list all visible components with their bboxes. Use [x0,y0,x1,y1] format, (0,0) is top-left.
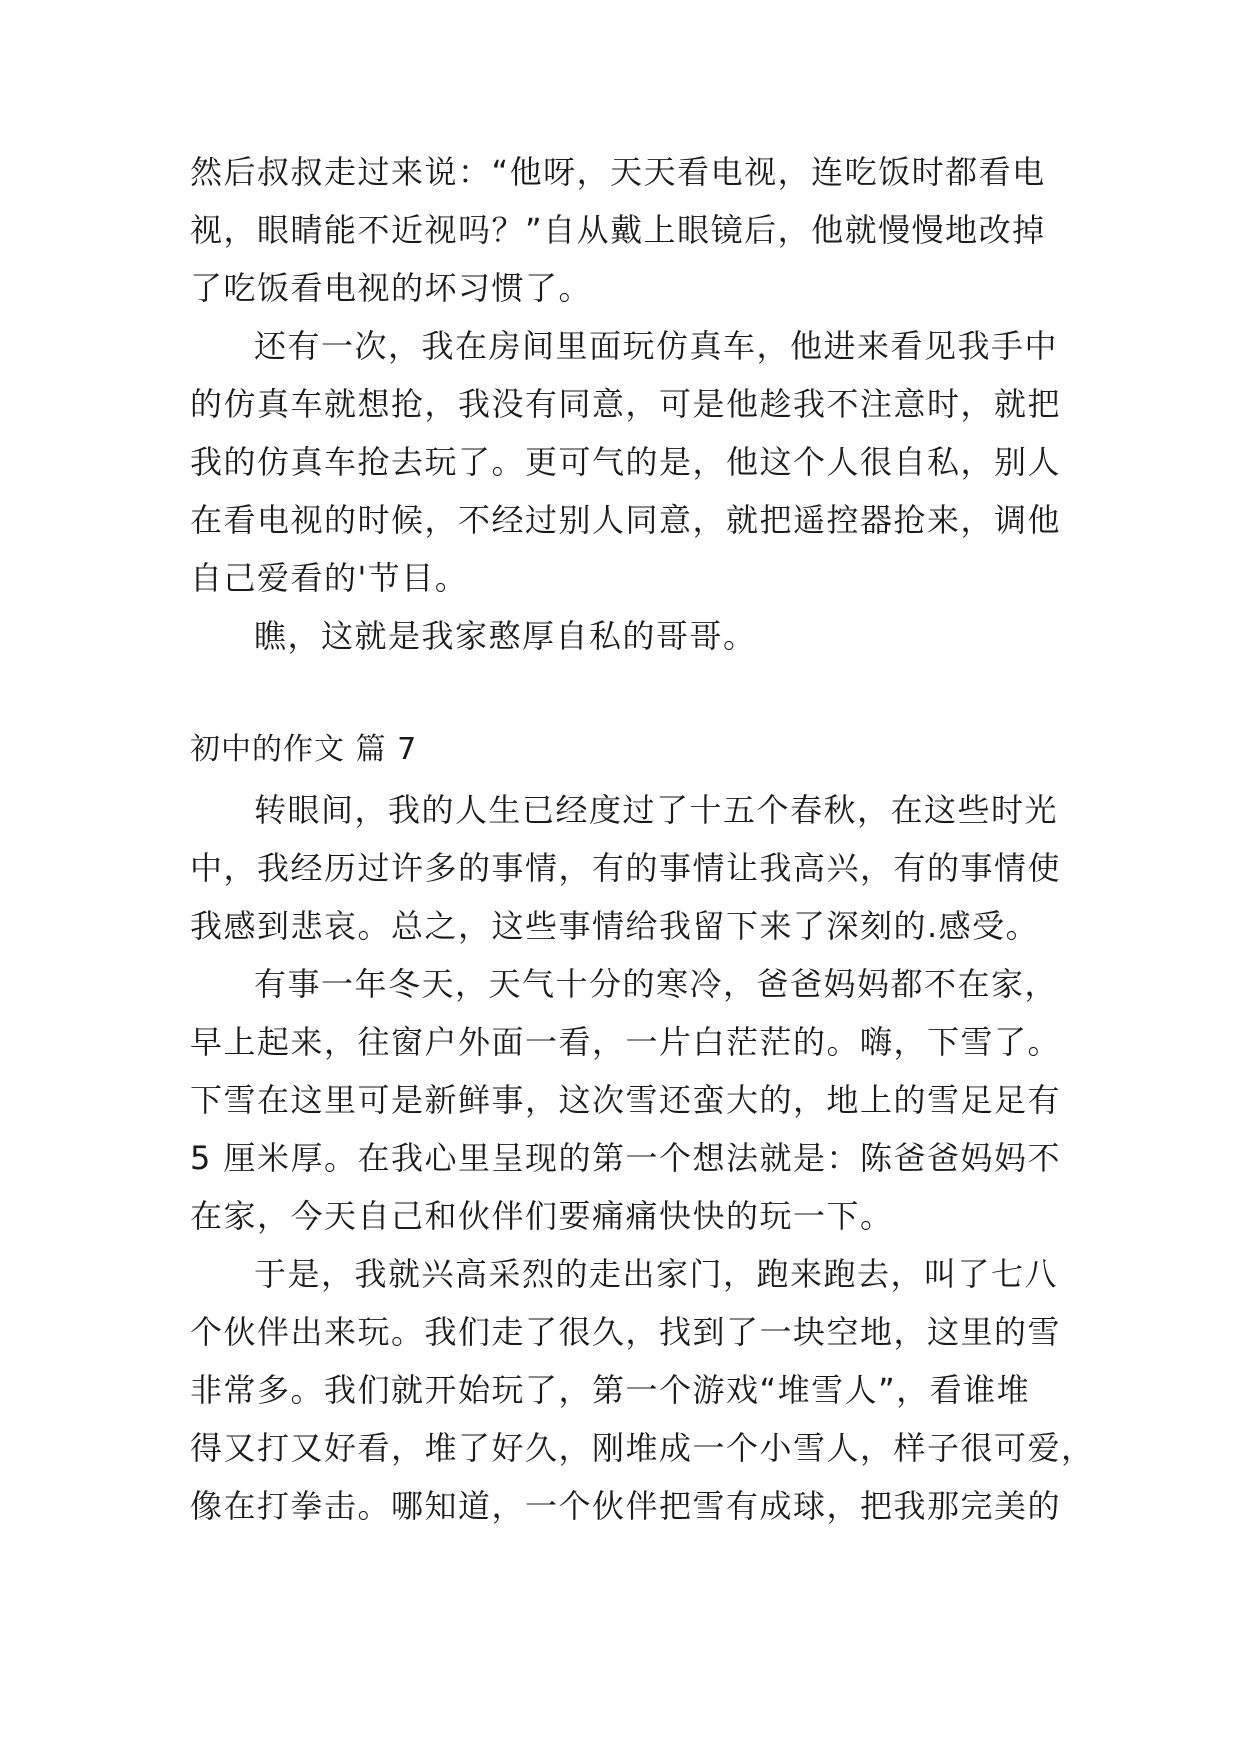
paragraph-line: 早上起来，往窗户外面一看，一片白茫茫的。嗨，下雪了。 [190,1023,1062,1061]
paragraph-line: 了吃饭看电视的坏习惯了。 [190,269,593,307]
paragraph-line: 自己爱看的'节目。 [190,559,469,597]
paragraph-line: 在家，今天自己和伙伴们要痛痛快快的玩一下。 [190,1197,894,1235]
paragraph-line: 还有一次，我在房间里面玩仿真车，他进来看见我手中 [254,327,1059,365]
paragraph-line: 下雪在这里可是新鲜事，这次雪还蛮大的，地上的雪足足有 [190,1081,1062,1119]
paragraph-line: 有事一年冬天，天气十分的寒冷，爸爸妈妈都不在家， [254,965,1059,1003]
paragraph-line: 非常多。我们就开始玩了，第一个游戏“堆雪人”，看谁堆 [190,1371,1031,1409]
paragraph-line: 像在打拳击。哪知道，一个伙伴把雪有成球，把我那完美的 [190,1487,1062,1525]
paragraph-line: 我的仿真车抢去玩了。更可气的是，他这个人很自私，别人 [190,443,1062,481]
section-heading: 初中的作文 篇 7 [190,732,418,767]
paragraph-line: 瞧，这就是我家憨厚自私的哥哥。 [254,617,757,655]
paragraph-line: 视，眼睛能不近视吗？”自从戴上眼镜后，他就慢慢地改掉 [190,211,1046,249]
paragraph-line: 在看电视的时候，不经过别人同意，就把遥控器抢来，调他 [190,501,1062,539]
paragraph-line: 于是，我就兴高采烈的走出家门，跑来跑去，叫了七八 [254,1255,1059,1293]
paragraph-line: 我感到悲哀。总之，这些事情给我留下来了深刻的.感受。 [190,907,1040,945]
paragraph-line: 的仿真车就想抢，我没有同意，可是他趁我不注意时，就把 [190,385,1062,423]
paragraph-line: 然后叔叔走过来说：“他呀，天天看电视，连吃饭时都看电 [190,153,1046,191]
paragraph-line: 转眼间，我的人生已经度过了十五个春秋，在这些时光 [254,791,1059,829]
paragraph-line: 个伙伴出来玩。我们走了很久，找到了一块空地，这里的雪 [190,1313,1062,1351]
paragraph-line: 5 厘米厚。在我心里呈现的第一个想法就是：陈爸爸妈妈不 [190,1139,1062,1177]
paragraph-line: 得又打又好看，堆了好久，刚堆成一个小雪人，样子很可爱， [190,1429,1095,1467]
paragraph-line: 中，我经历过许多的事情，有的事情让我高兴，有的事情使 [190,849,1062,887]
